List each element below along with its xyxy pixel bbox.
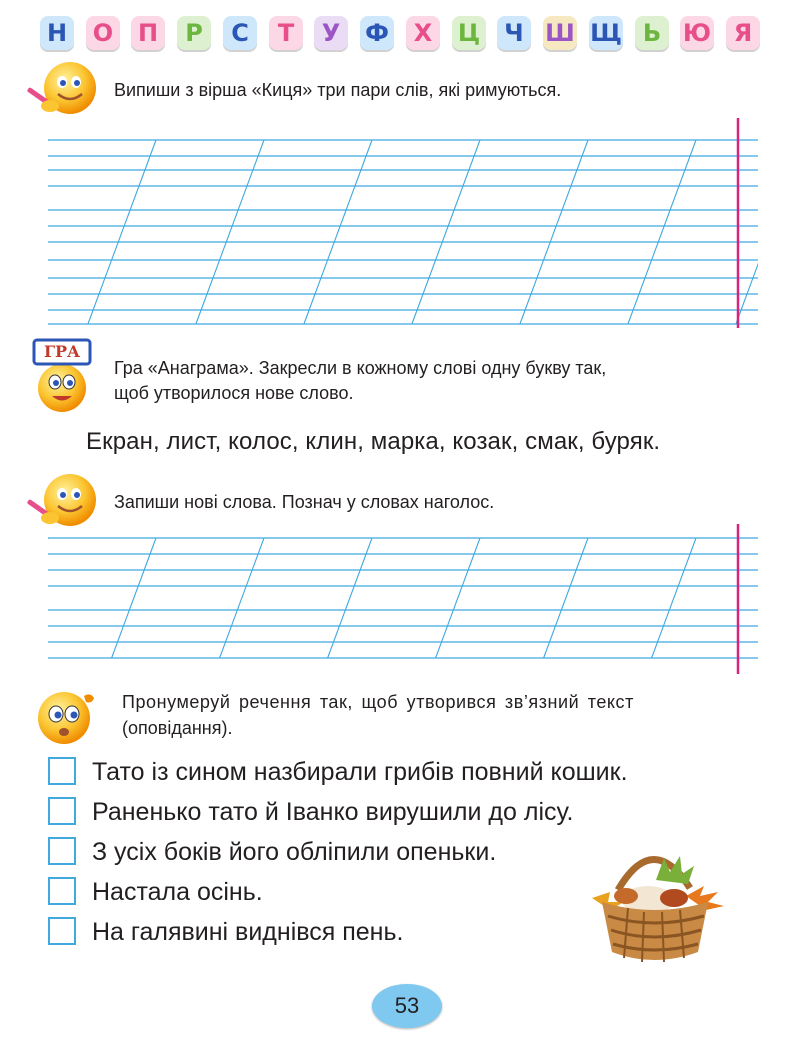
number-box[interactable] — [48, 797, 76, 825]
slant-line — [328, 538, 372, 658]
slant-line — [412, 140, 480, 324]
sentence-text: На галявині виднівся пень. — [92, 918, 404, 946]
number-box[interactable] — [48, 877, 76, 905]
number-box[interactable] — [48, 757, 76, 785]
slant-line — [88, 140, 156, 324]
alphabet-tile: Т — [269, 16, 303, 50]
number-box[interactable] — [48, 917, 76, 945]
sentence-row — [48, 755, 768, 791]
alphabet-tile: Р — [177, 16, 211, 50]
writing-lines-block-2[interactable] — [48, 524, 758, 674]
alphabet-tile: Ф — [360, 16, 394, 50]
slant-line — [520, 140, 588, 324]
sentence-text: Раненько тато й Іванко вирушили до лісу. — [92, 798, 574, 826]
alphabet-tile: С — [223, 16, 257, 50]
sentence-text: Тато із сином назбирали грибів повний кошик. — [92, 758, 628, 786]
thinking-smiley-icon — [34, 682, 104, 746]
task2-instruction-line2: щоб утворилося нове слово. — [114, 383, 354, 403]
alphabet-strip — [40, 10, 760, 58]
sentence-row — [48, 795, 768, 831]
sentence-text: З усіх боків його обліпили опеньки. — [92, 838, 497, 866]
sentence-text: Настала осінь. — [92, 878, 263, 906]
alphabet-tile: О — [86, 16, 120, 50]
task2-instruction-line1: Гра «Анаграма». Закресли в кожному слові одну букву так, — [114, 358, 607, 378]
alphabet-tile: Ю — [680, 16, 714, 50]
alphabet-tile: Ь — [635, 16, 669, 50]
alphabet-tile: Ш — [543, 16, 577, 50]
slant-line — [220, 538, 264, 658]
alphabet-tile: Х — [406, 16, 440, 50]
alphabet-tile: У — [314, 16, 348, 50]
task4-instruction-line2: (оповідання). — [122, 718, 233, 738]
number-box[interactable] — [48, 837, 76, 865]
mushroom-basket-illustration — [578, 840, 738, 970]
slant-line — [652, 538, 696, 658]
writing-lines-block-1[interactable] — [48, 118, 758, 328]
alphabet-tile: Щ — [589, 16, 623, 50]
alphabet-tile: Н — [40, 16, 74, 50]
alphabet-tile: Ц — [452, 16, 486, 50]
writing-smiley-icon — [20, 60, 98, 122]
slant-line — [628, 140, 696, 324]
alphabet-tile: Ч — [497, 16, 531, 50]
slant-line — [196, 140, 264, 324]
page-number: 53 — [372, 984, 442, 1028]
alphabet-tile: П — [131, 16, 165, 50]
anagram-words: Екран, лист, колос, клин, марка, козак, смак, буряк. — [86, 428, 661, 455]
task3-instruction: Запиши нові слова. Познач у словах наголос. — [114, 492, 495, 512]
slant-line — [304, 140, 372, 324]
task1-instruction: Випиши з вірша «Киця» три пари слів, які римуються. — [114, 80, 562, 100]
alphabet-tile: Я — [726, 16, 760, 50]
task4-instruction-line1: Пронумеруй речення так, щоб утворився зв’язний текст — [122, 692, 634, 712]
slant-line — [436, 538, 480, 658]
slant-line — [112, 538, 156, 658]
game-badge-label: ГРА — [43, 342, 81, 361]
slant-line — [544, 538, 588, 658]
